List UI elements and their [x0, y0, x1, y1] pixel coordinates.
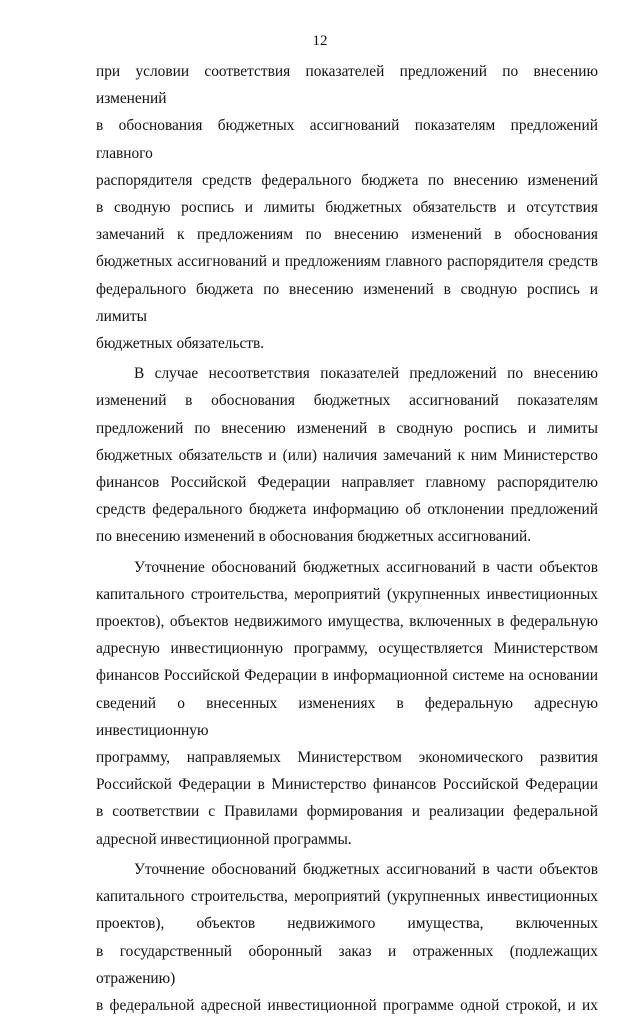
text-line: Российской Федерации в Министерство финансов Российской Федерации — [96, 776, 598, 794]
text-line: капитального строительства, мероприятий (укрупненных инвестиционных — [96, 888, 598, 906]
text-line: финансов Российской Федерации в информационной системе на основании — [96, 667, 598, 685]
text-line: Уточнение обоснований бюджетных ассигнований в части объектов — [134, 558, 598, 576]
text-line: по внесению изменений в обоснования бюджетных ассигнований. — [96, 528, 532, 546]
document-body — [96, 58, 598, 1019]
text-line: в государственный оборонный заказ и отраженных (подлежащих отражению) — [96, 942, 598, 987]
text-line: бюджетных обязательств. — [96, 335, 265, 353]
text-line: предложений по внесению изменений в сводную роспись и лимиты — [96, 419, 598, 437]
text-line: сведений о внесенных изменениях в федеральную адресную инвестиционную — [96, 694, 598, 739]
text-line: проектов), объектов недвижимого имущества, включенных в федеральную — [96, 613, 598, 631]
text-line: в федеральной адресной инвестиционной программе одной строкой, и их — [96, 996, 598, 1014]
text-line: при условии соответствия показателей предложений по внесению изменений — [96, 63, 598, 108]
text-line: адресную инвестиционную программу, осуществляется Министерством — [96, 640, 598, 658]
text-line: бюджетных ассигнований и предложениям главного распорядителя средств — [96, 253, 598, 271]
text-line: в соответствии с Правилами формирования и реализации федеральной — [96, 803, 598, 821]
text-line: адресной инвестиционной программы. — [96, 830, 352, 848]
paragraph-2 — [96, 360, 598, 550]
text-line: изменений в обоснования бюджетных ассигнований показателям — [96, 392, 598, 410]
text-line: замечаний к предложениям по внесению изменений в обоснования — [96, 226, 598, 244]
text-line: средств федерального бюджета информацию об отклонении предложений — [96, 501, 598, 519]
text-line: в сводную роспись и лимиты бюджетных обязательств и отсутствия — [96, 199, 598, 217]
text-line: в обоснования бюджетных ассигнований показателям предложений главного — [96, 117, 598, 162]
text-line: Уточнение обоснований бюджетных ассигнований в части объектов — [134, 860, 598, 878]
paragraph-1 — [96, 58, 598, 357]
text-line: федерального бюджета по внесению изменений в сводную роспись и лимиты — [96, 280, 598, 325]
text-line: В случае несоответствия показателей предложений по внесению — [134, 365, 598, 383]
text-line: финансов Российской Федерации направляет главному распорядителю — [96, 474, 598, 492]
text-line: бюджетных обязательств и (или) наличия замечаний к ним Министерство — [96, 446, 598, 464]
text-line: проектов), объектов недвижимого имущества, включенных — [96, 915, 598, 933]
paragraph-3 — [96, 554, 598, 853]
paragraph-4 — [96, 856, 598, 1019]
page-number: 12 — [312, 33, 328, 49]
text-line: капитального строительства, мероприятий (укрупненных инвестиционных — [96, 585, 598, 603]
text-line: программу, направляемых Министерством экономического развития — [96, 749, 598, 767]
text-line: распорядителя средств федерального бюджета по внесению изменений — [96, 171, 598, 189]
